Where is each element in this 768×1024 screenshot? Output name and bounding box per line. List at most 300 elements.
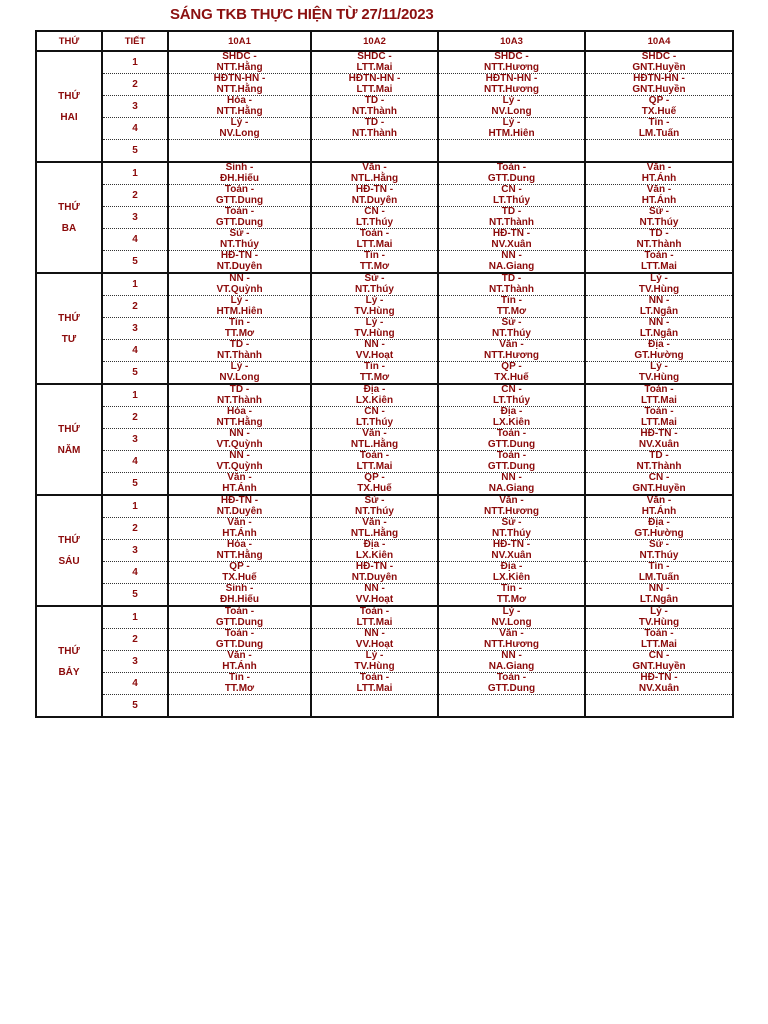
- lesson-cell: [438, 340, 585, 362]
- lesson-cell: [168, 207, 311, 229]
- day-thu: THỨ: [58, 534, 80, 546]
- teacher: NTL.Hằng: [350, 438, 399, 450]
- subject: Văn -: [499, 628, 524, 639]
- subject: Hóa -: [227, 95, 252, 106]
- teacher: NT.Thúy: [492, 527, 531, 539]
- subject: Toán -: [644, 250, 674, 261]
- lesson-cell: [438, 74, 585, 96]
- header-thu: THỨ: [36, 31, 102, 51]
- lesson-cell: [438, 51, 585, 74]
- lesson-cell: [311, 74, 438, 96]
- lesson-cell: [168, 473, 311, 496]
- subject: Lý -: [230, 361, 249, 372]
- period-number: 4: [102, 451, 168, 473]
- table-row: [36, 296, 733, 318]
- subject: Địa -: [648, 339, 670, 350]
- subject: Toán -: [496, 428, 527, 439]
- period-number: 4: [102, 562, 168, 584]
- teacher: LT.Ngân: [639, 593, 679, 605]
- subject: SHDC -: [494, 51, 529, 62]
- subject: HĐ-TN -: [355, 184, 394, 195]
- lesson-cell: [585, 695, 733, 718]
- subject: NN -: [229, 450, 250, 461]
- teacher: NA.Giang: [488, 260, 535, 272]
- teacher: GTT.Dung: [487, 682, 536, 694]
- subject: SHDC -: [222, 51, 257, 62]
- teacher: GTT.Dung: [215, 616, 264, 628]
- teacher: HT.Ánh: [222, 527, 257, 539]
- teacher: VT.Quỳnh: [216, 460, 263, 472]
- day-label: [36, 384, 102, 495]
- lesson-cell: [585, 51, 733, 74]
- subject: NN -: [648, 295, 670, 306]
- period-number: 5: [102, 251, 168, 274]
- period-number: 4: [102, 673, 168, 695]
- lesson-cell: [311, 606, 438, 629]
- period-number: 2: [102, 185, 168, 207]
- subject: Sử -: [364, 273, 385, 284]
- table-row: [36, 407, 733, 429]
- day-label: [36, 495, 102, 606]
- period-number: 3: [102, 318, 168, 340]
- subject: TD -: [229, 339, 250, 350]
- subject: Hóa -: [227, 539, 252, 550]
- lesson-cell: [311, 384, 438, 407]
- lesson-cell: [311, 540, 438, 562]
- day-name: BẢY: [58, 666, 80, 678]
- teacher: VT.Quỳnh: [216, 438, 263, 450]
- lesson-cell: [438, 207, 585, 229]
- subject: CN -: [648, 650, 670, 661]
- table-row: [36, 606, 733, 629]
- subject: Toán -: [224, 184, 255, 195]
- subject: Văn -: [227, 472, 252, 483]
- day-label: [36, 273, 102, 384]
- subject: HĐ-TN -: [355, 561, 394, 572]
- teacher: GTT.Dung: [215, 638, 264, 650]
- teacher: NTT.Hương: [484, 638, 539, 650]
- teacher: VT.Quỳnh: [216, 283, 263, 295]
- day-label: [36, 51, 102, 162]
- lesson-cell: [438, 384, 585, 407]
- teacher: NT.Thành: [636, 238, 682, 250]
- table-row: [36, 384, 733, 407]
- teacher: TV.Hùng: [638, 371, 680, 383]
- teacher: NT.Thành: [489, 283, 534, 295]
- lesson-cell: [168, 695, 311, 718]
- subject: TD -: [364, 95, 385, 106]
- lesson-cell: [585, 495, 733, 518]
- subject: Toán -: [224, 206, 255, 217]
- period-number: 1: [102, 495, 168, 518]
- lesson-cell: [311, 273, 438, 296]
- subject: Toán -: [224, 628, 255, 639]
- table-row: [36, 362, 733, 385]
- lesson-cell: [311, 118, 438, 140]
- lesson-cell: [168, 651, 311, 673]
- lesson-cell: [168, 296, 311, 318]
- subject: Tin -: [501, 295, 522, 306]
- lesson-cell: [438, 540, 585, 562]
- teacher: GNT.Huyền: [632, 660, 686, 672]
- table-row: [36, 162, 733, 185]
- lesson-cell: [168, 429, 311, 451]
- teacher: LX.Kiên: [492, 571, 531, 583]
- lesson-cell: [585, 629, 733, 651]
- teacher: NT.Thành: [352, 127, 397, 139]
- lesson-cell: [168, 51, 311, 74]
- teacher: LTT.Mai: [356, 460, 393, 472]
- subject: Sử -: [501, 317, 522, 328]
- subject: Toán -: [496, 450, 527, 461]
- subject: NN -: [501, 650, 522, 661]
- lesson-cell: [585, 229, 733, 251]
- teacher: GNT.Huyền: [632, 61, 686, 73]
- subject: CN -: [501, 384, 522, 395]
- subject: Địa -: [363, 539, 386, 550]
- lesson-cell: [311, 651, 438, 673]
- subject: CN -: [648, 472, 670, 483]
- lesson-cell: [585, 273, 733, 296]
- subject: Toán -: [644, 406, 674, 417]
- teacher: GNT.Huyền: [632, 83, 686, 95]
- teacher: LTT.Mai: [356, 83, 393, 95]
- period-number: 2: [102, 629, 168, 651]
- subject: SHDC -: [641, 51, 677, 62]
- lesson-cell: [168, 273, 311, 296]
- timetable: [35, 30, 734, 718]
- lesson-cell: [585, 162, 733, 185]
- lesson-cell: [168, 407, 311, 429]
- lesson-cell: [168, 185, 311, 207]
- lesson-cell: [168, 251, 311, 274]
- day-thu: THỨ: [58, 423, 80, 435]
- subject: Sinh -: [225, 583, 254, 594]
- period-number: 5: [102, 695, 168, 718]
- lesson-cell: [438, 495, 585, 518]
- teacher: NV.Xuân: [491, 238, 532, 250]
- subject: HĐTN-HN -: [348, 73, 401, 84]
- lesson-cell: [311, 584, 438, 607]
- table-row: [36, 140, 733, 163]
- subject: Sử -: [229, 228, 250, 239]
- lesson-cell: [311, 673, 438, 695]
- lesson-cell: [168, 629, 311, 651]
- teacher: NT.Duyên: [351, 571, 398, 583]
- subject: Tin -: [229, 672, 250, 683]
- teacher: NTT.Hương: [484, 61, 539, 73]
- period-number: 1: [102, 162, 168, 185]
- subject: HĐ-TN -: [640, 428, 678, 439]
- teacher: LTT.Mai: [356, 682, 393, 694]
- lesson-cell: [311, 318, 438, 340]
- day-name: NĂM: [57, 444, 81, 456]
- teacher: GNT.Huyền: [632, 482, 686, 494]
- teacher: NT.Thành: [217, 349, 262, 361]
- subject: QP -: [364, 472, 385, 483]
- table-row: [36, 51, 733, 74]
- teacher: LTT.Mai: [641, 638, 677, 650]
- subject: Lý -: [502, 117, 521, 128]
- teacher: VV.Hoạt: [355, 638, 394, 650]
- table-row: [36, 473, 733, 496]
- subject: HĐTN-HN -: [485, 73, 538, 84]
- subject: Văn -: [646, 184, 672, 195]
- day-name: SÁU: [58, 555, 80, 567]
- lesson-cell: [168, 318, 311, 340]
- table-row: [36, 74, 733, 96]
- lesson-cell: [438, 185, 585, 207]
- lesson-cell: [438, 584, 585, 607]
- header-10a2: 10A2: [311, 31, 438, 51]
- lesson-cell: [585, 296, 733, 318]
- period-number: 5: [102, 362, 168, 385]
- table-row: [36, 273, 733, 296]
- teacher: LX.Kiên: [355, 394, 394, 406]
- subject: Toán -: [359, 228, 390, 239]
- table-row: [36, 340, 733, 362]
- subject: Tin -: [648, 117, 670, 128]
- period-number: 1: [102, 51, 168, 74]
- subject: TD -: [649, 450, 669, 461]
- table-row: [36, 518, 733, 540]
- lesson-cell: [438, 273, 585, 296]
- day-name: BA: [61, 222, 77, 234]
- lesson-cell: [311, 429, 438, 451]
- day-label: [36, 606, 102, 717]
- lesson-cell: [168, 606, 311, 629]
- subject: Văn -: [646, 495, 672, 506]
- teacher: LTT.Mai: [356, 61, 393, 73]
- subject: Văn -: [227, 650, 252, 661]
- teacher: NT.Duyên: [216, 505, 263, 517]
- teacher: LTT.Mai: [641, 416, 677, 428]
- table-row: [36, 451, 733, 473]
- subject: Địa -: [500, 406, 523, 417]
- teacher: LTT.Mai: [356, 238, 393, 250]
- subject: Lý -: [365, 650, 384, 661]
- subject: Văn -: [362, 162, 387, 173]
- teacher: TT.Mơ: [359, 260, 390, 272]
- teacher: NT.Thúy: [639, 216, 679, 228]
- lesson-cell: [311, 251, 438, 274]
- subject: Lý -: [502, 606, 521, 617]
- lesson-cell: [311, 451, 438, 473]
- subject: CN -: [364, 206, 385, 217]
- subject: HĐTN-HN -: [213, 73, 266, 84]
- lesson-cell: [438, 695, 585, 718]
- lesson-cell: [438, 473, 585, 496]
- table-row: [36, 651, 733, 673]
- teacher: TX.Huế: [357, 482, 392, 494]
- period-number: 1: [102, 273, 168, 296]
- lesson-cell: [585, 140, 733, 163]
- teacher: TV.Hùng: [638, 283, 680, 295]
- teacher: NT.Thành: [352, 105, 397, 117]
- teacher: GTT.Dung: [487, 438, 536, 450]
- subject: QP -: [229, 561, 250, 572]
- subject: Lý -: [230, 295, 249, 306]
- subject: Lý -: [365, 317, 384, 328]
- teacher: ĐH.Hiếu: [220, 593, 259, 605]
- table-row: [36, 673, 733, 695]
- table-row: [36, 584, 733, 607]
- subject: Tin -: [648, 561, 670, 572]
- lesson-cell: [438, 407, 585, 429]
- table-row: [36, 207, 733, 229]
- lesson-cell: [438, 318, 585, 340]
- subject: Toán -: [359, 606, 390, 617]
- lesson-cell: [311, 495, 438, 518]
- lesson-cell: [311, 296, 438, 318]
- teacher: NTT.Hương: [484, 83, 539, 95]
- teacher: NTT.Hương: [484, 505, 539, 517]
- teacher: VV.Hoạt: [355, 349, 394, 361]
- teacher: NTT.Hương: [484, 349, 539, 361]
- teacher: NT.Thúy: [355, 505, 394, 517]
- subject: TD -: [364, 117, 385, 128]
- teacher: NT.Duyên: [216, 260, 263, 272]
- teacher: TT.Mơ: [359, 371, 390, 383]
- lesson-cell: [168, 96, 311, 118]
- lesson-cell: [311, 229, 438, 251]
- period-number: 4: [102, 340, 168, 362]
- teacher: NT.Thành: [217, 394, 262, 406]
- teacher: TT.Mơ: [496, 305, 527, 317]
- teacher: VV.Hoạt: [355, 593, 394, 605]
- teacher: GTT.Dung: [487, 172, 536, 184]
- teacher: NA.Giang: [488, 482, 535, 494]
- period-number: 3: [102, 651, 168, 673]
- subject: NN -: [648, 583, 670, 594]
- day-thu: THỨ: [58, 645, 80, 657]
- lesson-cell: [168, 384, 311, 407]
- subject: NN -: [364, 583, 385, 594]
- lesson-cell: [585, 207, 733, 229]
- lesson-cell: [168, 74, 311, 96]
- subject: TD -: [229, 384, 250, 395]
- lesson-cell: [585, 384, 733, 407]
- lesson-cell: [585, 584, 733, 607]
- lesson-cell: [585, 318, 733, 340]
- teacher: NTT.Hằng: [216, 416, 263, 428]
- teacher: ĐH.Hiếu: [220, 172, 259, 184]
- period-number: 5: [102, 473, 168, 496]
- teacher: LT.Ngân: [639, 327, 679, 339]
- lesson-cell: [438, 606, 585, 629]
- teacher: NTL.Hằng: [350, 527, 399, 539]
- lesson-cell: [585, 251, 733, 274]
- teacher: NT.Thúy: [639, 549, 679, 561]
- teacher: LT.Thúy: [492, 394, 531, 406]
- lesson-cell: [438, 118, 585, 140]
- teacher: NT.Thành: [636, 460, 682, 472]
- subject: Hóa -: [227, 406, 252, 417]
- lesson-cell: [168, 229, 311, 251]
- lesson-cell: [438, 518, 585, 540]
- lesson-cell: [585, 340, 733, 362]
- subject: Toán -: [359, 672, 390, 683]
- teacher: LX.Kiên: [492, 416, 531, 428]
- subject: TD -: [501, 273, 522, 284]
- timetable-body: [36, 51, 733, 717]
- teacher: HTM.Hiên: [216, 305, 263, 317]
- lesson-cell: [438, 362, 585, 385]
- lesson-cell: [311, 185, 438, 207]
- lesson-cell: [168, 495, 311, 518]
- lesson-cell: [311, 473, 438, 496]
- subject: HĐ-TN -: [640, 672, 678, 683]
- teacher: LTT.Mai: [641, 260, 677, 272]
- subject: HĐTN-HN -: [633, 73, 685, 84]
- lesson-cell: [585, 518, 733, 540]
- lesson-cell: [168, 540, 311, 562]
- teacher: HT.Ánh: [641, 172, 677, 184]
- subject: Sinh -: [225, 162, 254, 173]
- teacher: TT.Mơ: [224, 682, 255, 694]
- subject: Sử -: [501, 517, 522, 528]
- teacher: GTT.Dung: [215, 194, 264, 206]
- period-number: 3: [102, 429, 168, 451]
- subject: Văn -: [362, 428, 387, 439]
- subject: Toán -: [224, 606, 255, 617]
- teacher: TT.Mơ: [496, 593, 527, 605]
- teacher: TV.Hùng: [354, 660, 395, 672]
- subject: TD -: [649, 228, 669, 239]
- lesson-cell: [311, 162, 438, 185]
- teacher: TV.Hùng: [638, 616, 680, 628]
- lesson-cell: [438, 629, 585, 651]
- period-number: 1: [102, 384, 168, 407]
- table-row: [36, 429, 733, 451]
- period-number: 3: [102, 207, 168, 229]
- header-row: [36, 31, 733, 51]
- teacher: NV.Long: [219, 127, 260, 139]
- table-row: [36, 540, 733, 562]
- subject: HĐ-TN -: [492, 539, 531, 550]
- period-number: 3: [102, 96, 168, 118]
- subject: HĐ-TN -: [220, 250, 259, 261]
- lesson-cell: [311, 51, 438, 74]
- teacher: LTT.Mai: [641, 394, 677, 406]
- subject: TD -: [501, 206, 522, 217]
- subject: QP -: [648, 95, 670, 106]
- lesson-cell: [168, 140, 311, 163]
- lesson-cell: [438, 651, 585, 673]
- lesson-cell: [585, 96, 733, 118]
- subject: Địa -: [500, 561, 523, 572]
- lesson-cell: [438, 162, 585, 185]
- teacher: LX.Kiên: [355, 549, 394, 561]
- teacher: GTT.Dung: [487, 460, 536, 472]
- period-number: 3: [102, 540, 168, 562]
- teacher: GTT.Dung: [215, 216, 264, 228]
- header-10a1: 10A1: [168, 31, 311, 51]
- lesson-cell: [311, 629, 438, 651]
- period-number: 4: [102, 229, 168, 251]
- lesson-cell: [311, 562, 438, 584]
- teacher: NT.Thành: [489, 216, 534, 228]
- subject: CN -: [501, 184, 522, 195]
- teacher: NV.Long: [491, 105, 532, 117]
- lesson-cell: [311, 140, 438, 163]
- subject: HĐ-TN -: [220, 495, 259, 506]
- period-number: 2: [102, 74, 168, 96]
- subject: Văn -: [499, 339, 524, 350]
- subject: Lý -: [365, 295, 384, 306]
- lesson-cell: [585, 562, 733, 584]
- lesson-cell: [585, 185, 733, 207]
